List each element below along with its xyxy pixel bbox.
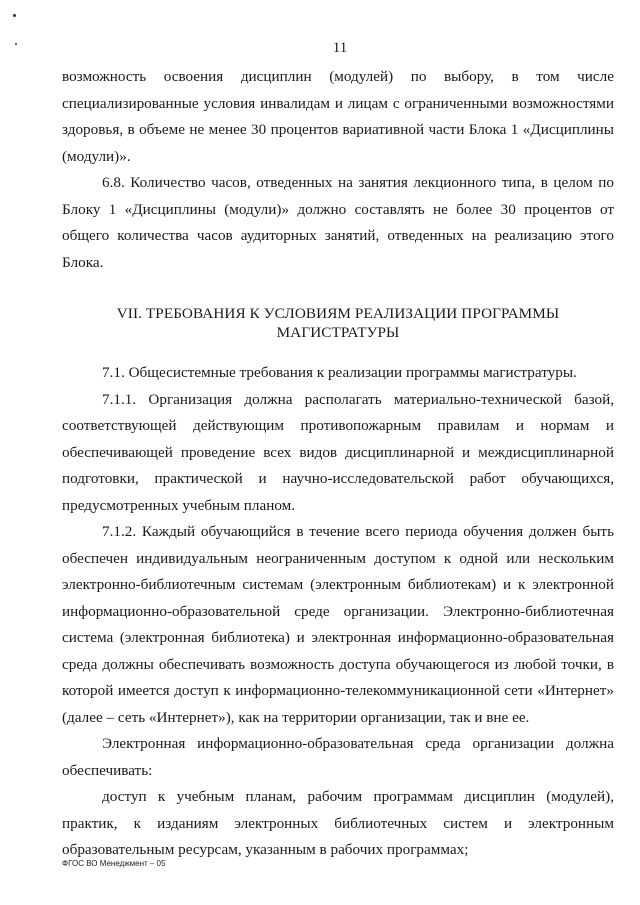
paragraph: Электронная информационно-образовательная среда организации должна обеспечивать: bbox=[62, 735, 614, 779]
paragraph-7-1-1: 7.1.1. Организация должна располагать материально-технической базой, соответствующей действующим противопожарным правилам и нормам и обеспечивающей проведение всех видов дисциплинарной и междисциплинарной подготовки, практической и научно-исследовательской работ обучающихся, предусмотренных учебным планом. bbox=[62, 390, 614, 514]
paragraph-7-1: 7.1. Общесистемные требования к реализации программы магистратуры. bbox=[102, 364, 577, 381]
paragraph: возможность освоения дисциплин (модулей) по выбору, в том числе специализированные условия инвалидам и лицам с ограниченными возможностями здоровья, в объеме не менее 30 процентов вариативной части Блока 1 «Дисциплины (модули)». bbox=[62, 68, 614, 165]
scan-mark bbox=[13, 14, 16, 17]
section-heading-line: МАГИСТРАТУРЫ bbox=[276, 324, 400, 341]
section-heading-line: VII. ТРЕБОВАНИЯ К УСЛОВИЯМ РЕАЛИЗАЦИИ ПРОГРАММЫ bbox=[116, 305, 560, 322]
document-body bbox=[62, 64, 614, 864]
paragraph-7-1-2: 7.1.2. Каждый обучающийся в течение всего периода обучения должен быть обеспечен индивидуальным неограниченным доступом к одной или нескольким электронно-библиотечным системам (электронным библиотекам) и к электронной информационно-образовательной среде организации. Электронно-библиотечная система (электронная библиотека) и электронная информационно-образовательная среда должны обеспечивать возможность доступа обучающегося из любой точки, в которой имеется доступ к информационно-телекоммуникационной сети «Интернет» (далее – сеть «Интернет»), как на территории организации, так и вне ее. bbox=[62, 523, 614, 726]
paragraph-6-8: 6.8. Количество часов, отведенных на занятия лекционного типа, в целом по Блоку 1 «Дисциплины (модули)» должно составлять не более 30 процентов от общего количества часов аудиторных занятий, отведенных на реализацию этого Блока. bbox=[62, 174, 614, 271]
document-footer: ФГОС ВО Менеджмент – 05 bbox=[62, 859, 166, 868]
paragraph: доступ к учебным планам, рабочим программам дисциплин (модулей), практик, к изданиям электронных библиотечных систем и электронным образовательным ресурсам, указанным в рабочих программах; bbox=[62, 788, 614, 858]
section-heading bbox=[62, 304, 614, 342]
page-number: 11 bbox=[332, 40, 348, 56]
